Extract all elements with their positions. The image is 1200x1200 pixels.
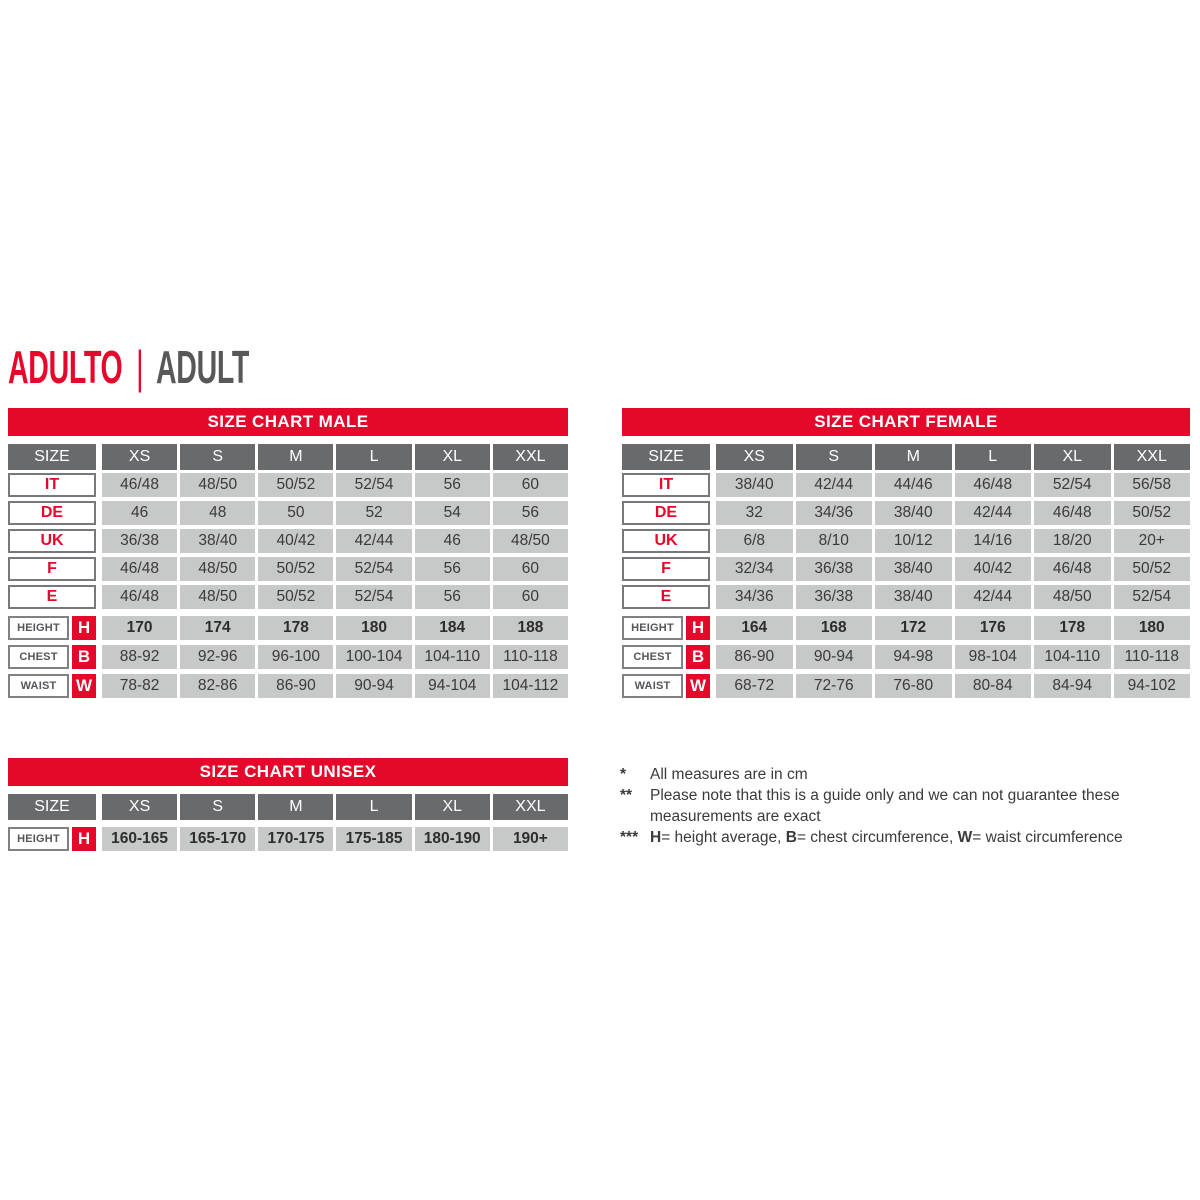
size-cell: 48/50 (180, 585, 255, 609)
size-cell: 56 (493, 501, 568, 525)
measure-cell: 178 (258, 616, 333, 640)
size-cell: 52/54 (1114, 585, 1191, 609)
size-cell: 46/48 (1034, 501, 1111, 525)
footnote-text (650, 764, 808, 785)
column-header-xxl: XXL (493, 794, 568, 820)
measure-row-cells (716, 645, 1190, 669)
footnote (620, 827, 1200, 848)
row-label-area (8, 557, 96, 581)
size-cell: 52/54 (336, 557, 411, 581)
measure-cell: 175-185 (336, 827, 411, 851)
column-header-xl: XL (415, 794, 490, 820)
column-header-xs: XS (102, 444, 177, 470)
measure-label-chest: CHEST (622, 645, 683, 669)
measure-label-area (622, 616, 710, 640)
measure-cell: 110-118 (1114, 645, 1191, 669)
table-header-row (8, 444, 568, 470)
measure-cell: 104-110 (1034, 645, 1111, 669)
measure-cell: 164 (716, 616, 793, 640)
size-column-header: SIZE (8, 794, 96, 820)
size-row-de (622, 501, 1190, 525)
header-cells (716, 444, 1190, 470)
measure-letter-badge: W (72, 674, 96, 698)
column-header-s: S (796, 444, 873, 470)
measure-cell: 104-110 (415, 645, 490, 669)
row-label-area (8, 585, 96, 609)
size-row-cells (716, 501, 1190, 525)
column-header-xs: XS (716, 444, 793, 470)
size-cell: 40/42 (258, 529, 333, 553)
measure-letter-badge: H (72, 827, 96, 851)
footnote-segment: B (785, 829, 797, 846)
measure-row-cells (716, 616, 1190, 640)
size-column-header: SIZE (8, 444, 96, 470)
size-row-cells (102, 473, 568, 497)
measure-cell: 80-84 (955, 674, 1032, 698)
measure-row-cells (102, 645, 568, 669)
footnotes (620, 764, 1200, 848)
column-header-s: S (180, 444, 255, 470)
measure-letter-badge: B (72, 645, 96, 669)
size-row-it (8, 473, 568, 497)
row-label-area (622, 501, 710, 525)
size-cell: 50/52 (1114, 557, 1191, 581)
measure-cell: 86-90 (258, 674, 333, 698)
row-label-it: IT (8, 473, 96, 497)
measure-row-cells (102, 674, 568, 698)
row-label-area (8, 473, 96, 497)
measure-label-waist: WAIST (8, 674, 69, 698)
size-cell: 50/52 (1114, 501, 1191, 525)
size-cell: 56/58 (1114, 473, 1191, 497)
size-cell: 46/48 (102, 473, 177, 497)
size-chart-female-table (622, 408, 1190, 703)
size-cell: 40/42 (955, 557, 1032, 581)
size-cell: 56 (415, 585, 490, 609)
table-banner: SIZE CHART MALE (8, 408, 568, 436)
size-cell: 20+ (1114, 529, 1191, 553)
size-row-de (8, 501, 568, 525)
measure-cell: 84-94 (1034, 674, 1111, 698)
measure-cell: 94-102 (1114, 674, 1191, 698)
size-cell: 18/20 (1034, 529, 1111, 553)
page-title (8, 341, 249, 393)
measure-label-area (8, 827, 96, 851)
size-cell: 6/8 (716, 529, 793, 553)
size-row-cells (102, 557, 568, 581)
size-row-f (8, 557, 568, 581)
size-cell: 46/48 (1034, 557, 1111, 581)
size-header-area (622, 444, 710, 470)
size-cell: 46 (102, 501, 177, 525)
size-cell: 56 (415, 557, 490, 581)
size-cell: 36/38 (796, 585, 873, 609)
size-cell: 32 (716, 501, 793, 525)
size-cell: 38/40 (875, 501, 952, 525)
measure-cell: 98-104 (955, 645, 1032, 669)
column-header-s: S (180, 794, 255, 820)
row-label-area (622, 585, 710, 609)
measure-cell: 160-165 (102, 827, 177, 851)
size-row-cells (716, 557, 1190, 581)
size-cell: 46/48 (955, 473, 1032, 497)
size-cell: 60 (493, 585, 568, 609)
measure-cell: 90-94 (336, 674, 411, 698)
column-header-l: L (336, 794, 411, 820)
measure-cell: 92-96 (180, 645, 255, 669)
measure-cell: 168 (796, 616, 873, 640)
measure-label-height: HEIGHT (8, 827, 69, 851)
size-cell: 42/44 (796, 473, 873, 497)
row-label-e: E (622, 585, 710, 609)
measure-cell: 180 (336, 616, 411, 640)
size-cell: 46 (415, 529, 490, 553)
header-cells (102, 444, 568, 470)
footnote-segment: = chest circumference, (796, 829, 958, 846)
size-cell: 38/40 (180, 529, 255, 553)
measure-row-cells (102, 616, 568, 640)
measure-label-area (8, 645, 96, 669)
measure-cell: 190+ (493, 827, 568, 851)
measure-letter-badge: H (686, 616, 710, 640)
size-cell: 54 (415, 501, 490, 525)
measure-row-waist (8, 674, 568, 698)
measure-cell: 76-80 (875, 674, 952, 698)
measure-row-cells (716, 674, 1190, 698)
measure-label-area (8, 674, 96, 698)
row-label-de: DE (8, 501, 96, 525)
measure-cell: 82-86 (180, 674, 255, 698)
size-column-header: SIZE (622, 444, 710, 470)
size-cell: 36/38 (102, 529, 177, 553)
size-row-cells (716, 529, 1190, 553)
size-cell: 38/40 (875, 557, 952, 581)
footnote-text (650, 785, 1155, 827)
row-label-e: E (8, 585, 96, 609)
measure-cell: 68-72 (716, 674, 793, 698)
column-header-m: M (258, 794, 333, 820)
size-cell: 50/52 (258, 585, 333, 609)
measure-label-height: HEIGHT (8, 616, 69, 640)
measure-cell: 110-118 (493, 645, 568, 669)
size-cell: 52/54 (1034, 473, 1111, 497)
size-header-area (8, 794, 96, 820)
measure-row-height (622, 616, 1190, 640)
measure-cell: 180-190 (415, 827, 490, 851)
footnote-marker: *** (620, 829, 639, 846)
size-cell: 50/52 (258, 557, 333, 581)
size-cell: 14/16 (955, 529, 1032, 553)
size-cell: 60 (493, 473, 568, 497)
size-cell: 48/50 (1034, 585, 1111, 609)
column-header-xl: XL (415, 444, 490, 470)
measure-letter-badge: H (72, 616, 96, 640)
measure-cell: 184 (415, 616, 490, 640)
size-cell: 44/46 (875, 473, 952, 497)
size-cell: 48/50 (493, 529, 568, 553)
column-header-m: M (875, 444, 952, 470)
measure-cell: 178 (1034, 616, 1111, 640)
row-label-area (622, 529, 710, 553)
size-cell: 48/50 (180, 557, 255, 581)
row-label-f: F (622, 557, 710, 581)
size-row-e (8, 585, 568, 609)
footnote-segment: All measures are in cm (650, 766, 808, 783)
measure-cell: 86-90 (716, 645, 793, 669)
measure-letter-badge: W (686, 674, 710, 698)
column-header-l: L (336, 444, 411, 470)
footnote-segment: = height average, (661, 829, 786, 846)
measure-cell: 100-104 (336, 645, 411, 669)
measure-row-height (8, 616, 568, 640)
measure-cell: 104-112 (493, 674, 568, 698)
measure-cell: 88-92 (102, 645, 177, 669)
measure-row-height (8, 827, 568, 851)
size-row-e (622, 585, 1190, 609)
footnote-segment: W (957, 829, 973, 846)
size-cell: 50 (258, 501, 333, 525)
size-row-cells (102, 501, 568, 525)
column-header-xxl: XXL (493, 444, 568, 470)
size-header-area (8, 444, 96, 470)
page-title-secondary: ADULT (156, 341, 249, 393)
measure-label-height: HEIGHT (622, 616, 683, 640)
size-cell: 60 (493, 557, 568, 581)
row-label-area (622, 473, 710, 497)
page-title-separator: | (136, 341, 144, 393)
size-cell: 8/10 (796, 529, 873, 553)
footnote-segment: H (650, 829, 662, 846)
size-cell: 46/48 (102, 585, 177, 609)
measure-cell: 94-98 (875, 645, 952, 669)
measure-row-chest (622, 645, 1190, 669)
footnote-segment: = waist circumference (972, 829, 1123, 846)
page-title-primary: ADULTO (8, 341, 123, 393)
size-cell: 42/44 (336, 529, 411, 553)
row-label-de: DE (622, 501, 710, 525)
table-banner: SIZE CHART FEMALE (622, 408, 1190, 436)
size-cell: 50/52 (258, 473, 333, 497)
measure-label-waist: WAIST (622, 674, 683, 698)
measure-row-chest (8, 645, 568, 669)
column-header-xl: XL (1034, 444, 1111, 470)
footnote-segment: Please note that this is a guide only and we can not guarantee these measurements are exact (650, 787, 1124, 825)
measure-label-chest: CHEST (8, 645, 69, 669)
size-cell: 38/40 (875, 585, 952, 609)
size-cell: 42/44 (955, 501, 1032, 525)
footnote-marker: ** (620, 787, 633, 804)
size-cell: 34/36 (716, 585, 793, 609)
size-row-cells (102, 529, 568, 553)
measure-cell: 170-175 (258, 827, 333, 851)
footnote-text (650, 827, 1123, 848)
row-label-it: IT (622, 473, 710, 497)
measure-letter-badge: B (686, 645, 710, 669)
row-label-area (622, 557, 710, 581)
measure-cell: 90-94 (796, 645, 873, 669)
column-header-xxl: XXL (1114, 444, 1191, 470)
size-row-cells (716, 473, 1190, 497)
row-label-uk: UK (8, 529, 96, 553)
measure-row-waist (622, 674, 1190, 698)
measure-cell: 165-170 (180, 827, 255, 851)
table-header-row (8, 794, 568, 820)
column-header-xs: XS (102, 794, 177, 820)
measure-label-area (622, 645, 710, 669)
size-row-f (622, 557, 1190, 581)
measure-label-area (622, 674, 710, 698)
row-label-area (8, 529, 96, 553)
footnote (620, 785, 1200, 827)
size-row-cells (716, 585, 1190, 609)
size-chart-male-table (8, 408, 568, 703)
size-cell: 46/48 (102, 557, 177, 581)
size-cell: 36/38 (796, 557, 873, 581)
size-cell: 52 (336, 501, 411, 525)
footnote-marker: * (620, 766, 627, 783)
measure-cell: 78-82 (102, 674, 177, 698)
measure-row-cells (102, 827, 568, 851)
measure-cell: 72-76 (796, 674, 873, 698)
column-header-l: L (955, 444, 1032, 470)
header-cells (102, 794, 568, 820)
size-cell: 34/36 (796, 501, 873, 525)
measure-cell: 94-104 (415, 674, 490, 698)
measure-cell: 96-100 (258, 645, 333, 669)
measure-cell: 188 (493, 616, 568, 640)
size-cell: 48 (180, 501, 255, 525)
measure-cell: 180 (1114, 616, 1191, 640)
size-cell: 52/54 (336, 473, 411, 497)
size-cell: 56 (415, 473, 490, 497)
table-header-row (622, 444, 1190, 470)
footnote (620, 764, 1200, 785)
size-cell: 48/50 (180, 473, 255, 497)
size-cell: 32/34 (716, 557, 793, 581)
measure-cell: 176 (955, 616, 1032, 640)
column-header-m: M (258, 444, 333, 470)
size-row-uk (8, 529, 568, 553)
size-row-it (622, 473, 1190, 497)
size-cell: 38/40 (716, 473, 793, 497)
size-cell: 52/54 (336, 585, 411, 609)
size-cell: 42/44 (955, 585, 1032, 609)
measure-cell: 174 (180, 616, 255, 640)
size-row-uk (622, 529, 1190, 553)
size-row-cells (102, 585, 568, 609)
measure-cell: 172 (875, 616, 952, 640)
size-chart-unisex-table (8, 758, 568, 856)
row-label-uk: UK (622, 529, 710, 553)
table-banner: SIZE CHART UNISEX (8, 758, 568, 786)
row-label-f: F (8, 557, 96, 581)
row-label-area (8, 501, 96, 525)
size-cell: 10/12 (875, 529, 952, 553)
measure-cell: 170 (102, 616, 177, 640)
measure-label-area (8, 616, 96, 640)
